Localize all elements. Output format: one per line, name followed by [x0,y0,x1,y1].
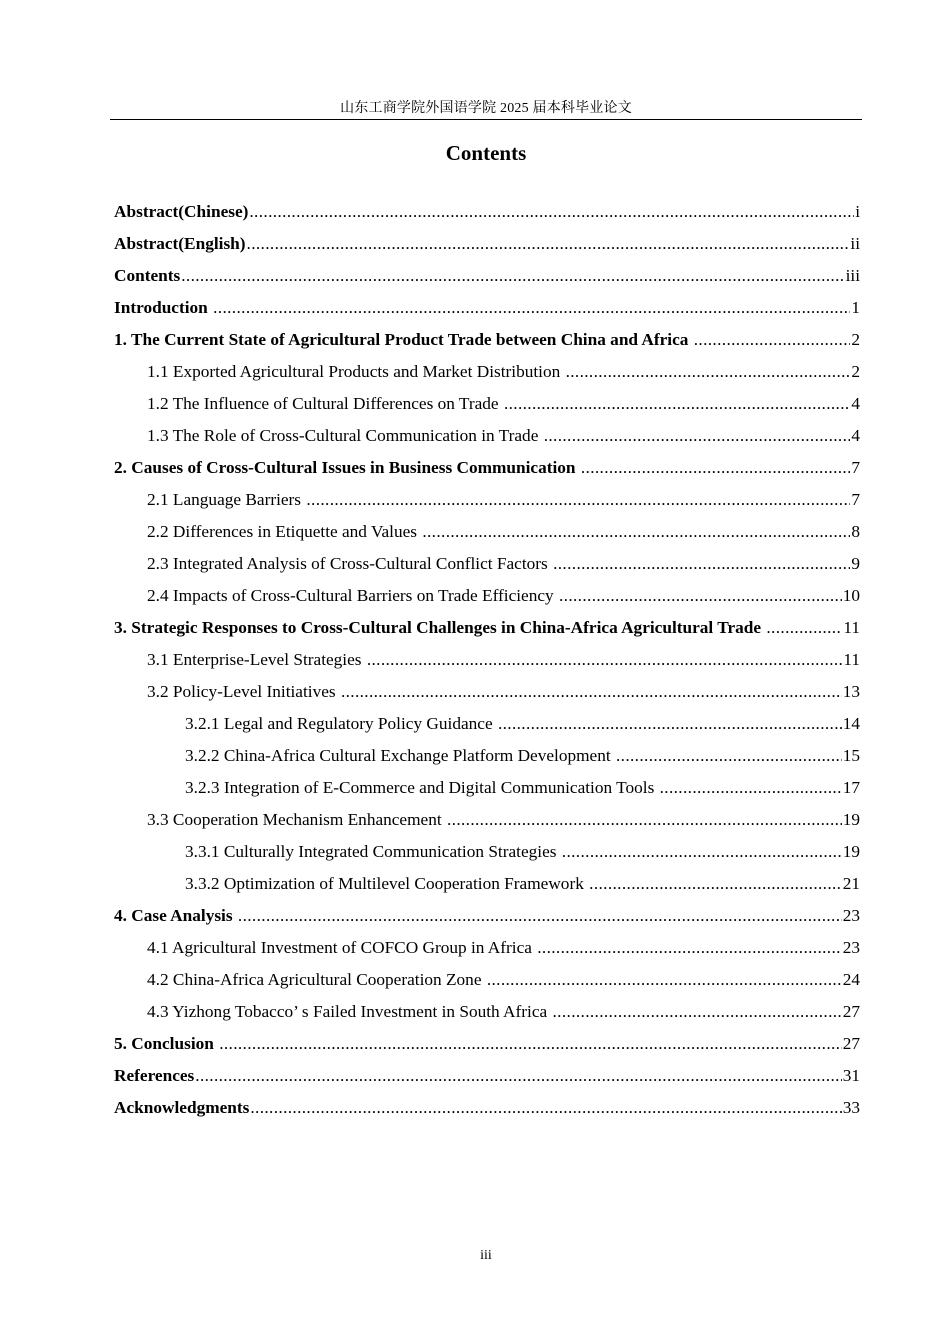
toc-entry-section-3-2-2[interactable] [114,740,860,772]
toc-dot-leader [581,452,850,484]
toc-entry-page: 7 [851,458,860,477]
toc-entry-page: 10 [842,586,860,605]
toc-entry-section-2-3[interactable] [114,548,860,580]
toc-entry-title: References [114,1066,195,1085]
toc-entry-title: Acknowledgments [114,1098,250,1117]
toc-entry-page: 19 [842,842,860,861]
toc-entry-section-2-2[interactable] [114,516,860,548]
toc-entry-page: 24 [842,970,860,989]
toc-entry-page: 23 [842,906,860,925]
toc-entry-chapter-1[interactable] [114,324,860,356]
toc-entry-introduction[interactable] [114,292,860,324]
toc-entry-title: 2.3 Integrated Analysis of Cross-Cultural Conflict Factors [147,554,553,573]
toc-dot-leader [487,964,842,996]
toc-entry-title: 2.1 Language Barriers [147,490,306,509]
toc-entry-title: 3.2.1 Legal and Regulatory Policy Guidance [185,714,497,733]
toc-entry-page: 9 [851,554,860,573]
toc-dot-leader [498,708,842,740]
toc-entry-references[interactable] [114,1060,860,1092]
toc-entry-conclusion[interactable] [114,1028,860,1060]
toc-entry-page: 27 [842,1034,860,1053]
toc-entry-title: 1. The Current State of Agricultural Product Trade between China and Africa [114,330,693,349]
toc-entry-section-3-2[interactable] [114,676,860,708]
toc-entry-section-1-3[interactable] [114,420,860,452]
toc-dot-leader [553,548,850,580]
toc-entry-title: 4.2 China-Africa Agricultural Cooperation Zone [147,970,486,989]
toc-entry-page: i [855,202,860,221]
toc-dot-leader [544,420,851,452]
toc-dot-leader [537,932,841,964]
toc-entry-section-3-2-3[interactable] [114,772,860,804]
toc-entry-title: 4. Case Analysis [114,906,237,925]
toc-entry-title: Contents [114,266,181,285]
toc-dot-leader [249,196,854,228]
toc-entry-page: 2 [851,330,860,349]
toc-dot-leader [341,676,842,708]
toc-entry-page: 17 [842,778,860,797]
toc-entry-title: 1.2 The Influence of Cultural Differences on Trade [147,394,503,413]
toc-entry-abstract-chinese[interactable] [114,196,860,228]
toc-entry-page: 2 [851,362,860,381]
toc-entry-page: 21 [842,874,860,893]
toc-entry-page: 27 [842,1002,860,1021]
toc-entry-section-3-2-1[interactable] [114,708,860,740]
table-of-contents [114,196,860,1124]
toc-entry-page: 11 [843,650,860,669]
toc-entry-title: 2.2 Differences in Etiquette and Values [147,522,422,541]
toc-dot-leader [213,292,850,324]
toc-dot-leader [238,900,842,932]
toc-entry-title: 3.3.1 Culturally Integrated Communication Strategies [185,842,561,861]
toc-dot-leader [219,1028,842,1060]
toc-entry-section-3-1[interactable] [114,644,860,676]
toc-dot-leader [559,580,842,612]
toc-entry-section-2-4[interactable] [114,580,860,612]
toc-entry-section-1-1[interactable] [114,356,860,388]
toc-entry-title: 3.3 Cooperation Mechanism Enhancement [147,810,446,829]
toc-entry-title: 1.1 Exported Agricultural Products and Market Distribution [147,362,565,381]
running-header: 山东工商学院外国语学院 2025 届本科毕业论文 [340,101,632,116]
toc-entry-section-4-3[interactable] [114,996,860,1028]
toc-entry-section-1-2[interactable] [114,388,860,420]
toc-entry-section-4-1[interactable] [114,932,860,964]
toc-dot-leader [422,516,850,548]
toc-entry-page: 13 [842,682,860,701]
toc-entry-section-3-3-2[interactable] [114,868,860,900]
toc-entry-page: 15 [842,746,860,765]
toc-entry-contents[interactable] [114,260,860,292]
toc-entry-abstract-english[interactable] [114,228,860,260]
toc-entry-chapter-4[interactable] [114,900,860,932]
page-number: iii [480,1248,492,1263]
toc-entry-title: 3.1 Enterprise-Level Strategies [147,650,366,669]
toc-dot-leader [504,388,850,420]
toc-entry-page: 14 [842,714,860,733]
toc-entry-title: 2. Causes of Cross-Cultural Issues in Business Communication [114,458,580,477]
toc-entry-title: 2.4 Impacts of Cross-Cultural Barriers on Trade Efficiency [147,586,558,605]
toc-entry-page: 23 [842,938,860,957]
toc-dot-leader [367,644,843,676]
toc-entry-title: Abstract(English) [114,234,246,253]
toc-entry-page: iii [845,266,860,285]
toc-entry-page: 8 [851,522,860,541]
header-rule [110,119,862,120]
toc-dot-leader [694,324,851,356]
toc-entry-page: 19 [842,810,860,829]
toc-entry-page: 31 [842,1066,860,1085]
toc-entry-page: 7 [851,490,860,509]
toc-entry-title: 3.2 Policy-Level Initiatives [147,682,340,701]
toc-dot-leader [181,260,844,292]
toc-entry-section-3-3[interactable] [114,804,860,836]
toc-entry-title: 1.3 The Role of Cross-Cultural Communication in Trade [147,426,543,445]
toc-entry-section-2-1[interactable] [114,484,860,516]
toc-dot-leader [247,228,850,260]
toc-entry-section-3-3-1[interactable] [114,836,860,868]
toc-dot-leader [566,356,851,388]
toc-entry-page: 11 [843,618,860,637]
toc-dot-leader [195,1060,841,1092]
toc-entry-page: 4 [851,426,860,445]
toc-dot-leader [616,740,842,772]
toc-entry-chapter-2[interactable] [114,452,860,484]
toc-dot-leader [766,612,842,644]
toc-entry-title: 3.3.2 Optimization of Multilevel Cooperation Framework [185,874,589,893]
toc-entry-title: 4.1 Agricultural Investment of COFCO Group in Africa [147,938,537,957]
toc-dot-leader [306,484,850,516]
toc-entry-title: 3. Strategic Responses to Cross-Cultural Challenges in China-Africa Agricultural Trade [114,618,766,637]
toc-dot-leader [660,772,842,804]
toc-entry-page: 33 [842,1098,860,1117]
toc-entry-acknowledgments[interactable] [114,1092,860,1124]
toc-entry-chapter-3[interactable] [114,612,860,644]
toc-entry-title: 3.2.3 Integration of E-Commerce and Digital Communication Tools [185,778,659,797]
toc-entry-page: 1 [851,298,860,317]
toc-dot-leader [447,804,842,836]
toc-entry-title: 5. Conclusion [114,1034,219,1053]
toc-entry-title: 3.2.2 China-Africa Cultural Exchange Platform Development [185,746,615,765]
toc-dot-leader [250,1092,841,1124]
toc-dot-leader [562,836,842,868]
toc-dot-leader [589,868,842,900]
toc-entry-title: Introduction [114,298,213,317]
toc-entry-page: 4 [851,394,860,413]
toc-dot-leader [553,996,842,1028]
toc-entry-page: ii [850,234,860,253]
page-title: Contents [445,141,527,165]
toc-entry-section-4-2[interactable] [114,964,860,996]
toc-entry-title: Abstract(Chinese) [114,202,249,221]
toc-entry-title: 4.3 Yizhong Tobacco’ s Failed Investment in South Africa [147,1002,552,1021]
